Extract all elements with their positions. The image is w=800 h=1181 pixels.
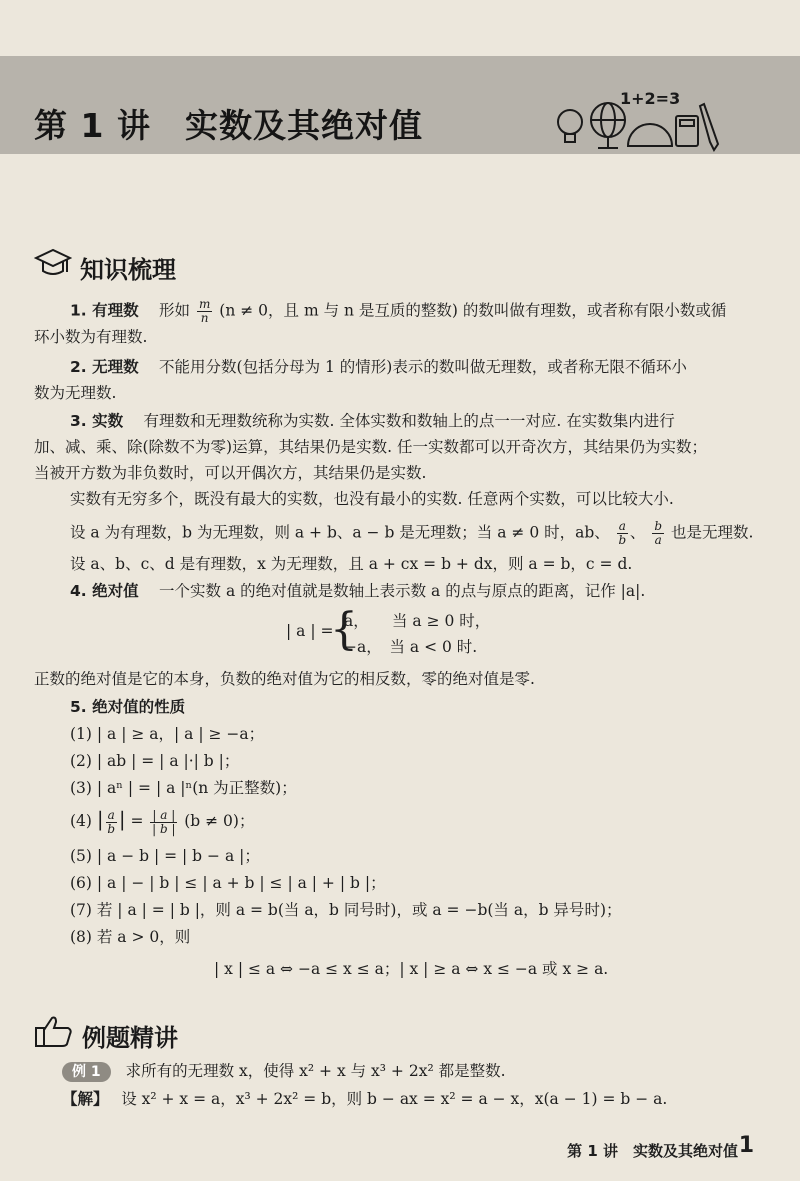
fraction-m-n: $\frac{m}{n}$ [198, 297, 211, 325]
property-4: (4) | $\frac{a}{b}$ | = $\frac{| a |}{| b |}$ (b ≠ 0)； [70, 807, 255, 836]
text: (b ≠ 0)； [184, 812, 255, 830]
label-absolute: 4. 绝对值 [70, 582, 139, 600]
text-line: 环小数为有理数. [34, 328, 148, 346]
label-real: 3. 实数 [70, 412, 124, 430]
item-irrational [70, 356, 687, 378]
fraction-a-b: $\frac{a}{b}$ [618, 519, 627, 547]
section-title-examples: 例题精讲 [82, 1024, 178, 1052]
brace: { [330, 604, 358, 655]
text-line: 当被开方数为非负数时，可以开偶次方，其结果仍是实数. [34, 464, 427, 482]
text-line: 实数有无穷多个，既没有最大的实数，也没有最小的实数. 任意两个实数，可以比较大小. [70, 490, 674, 508]
property-5: (5) | a − b | = | b − a |； [70, 847, 260, 865]
text-line: 数为无理数. [34, 384, 117, 402]
calculator-icon [676, 116, 698, 146]
text-line: 正数的绝对值是它的本身，负数的绝对值为它的相反数，零的绝对值是零. [34, 670, 535, 688]
example-badge: 例 1 [62, 1062, 111, 1082]
text: 求所有的无理数 x，使得 x² + x 与 x³ + 2x² 都是整数. [125, 1062, 506, 1080]
property-7: (7) 若 | a | = | b |，则 a = b(当 a，b 同号时)，或 a = −b(当 a，b 异号时)； [70, 901, 622, 919]
abs-case-1: a， 当 a ≥ 0 时， [344, 612, 491, 630]
chapter-title: 第 1 讲 实数及其绝对值 [34, 106, 423, 145]
property-8-formula: | x | ≤ a ⇔ −a ≤ x ≤ a；| x | ≥ a ⇔ x ≤ −a 或 x ≥ a. [214, 960, 609, 978]
fraction-abs-a-over-abs-b: $\frac{| a |}{| b |}$ [152, 807, 176, 836]
stationery-illustration [548, 84, 728, 154]
equation-text: 1+2=3 [620, 89, 681, 108]
item-real [70, 410, 675, 432]
property-1: (1) | a | ≥ a，| a | ≥ −a； [70, 725, 265, 743]
thumbs-up-icon [34, 1014, 74, 1048]
text: 不能用分数(包括分母为 1 的情形)表示的数叫做无理数，或者称无限不循环小 [159, 358, 687, 376]
fraction-b-a: $\frac{b}{a}$ [654, 519, 662, 547]
property-8: (8) 若 a > 0，则 [70, 928, 191, 946]
text: 形如 [159, 301, 191, 320]
label-irrational: 2. 无理数 [70, 358, 139, 376]
text-line: 设 a、b、c、d 是有理数，x 为无理数，且 a + cx = b + dx，则 a = b，c = d. [70, 555, 633, 573]
property-2: (2) | ab | = | a |·| b |； [70, 752, 240, 770]
page-number: 1 [738, 1133, 754, 1158]
footer-chapter: 第 1 讲 实数及其绝对值 [567, 1142, 738, 1160]
example-1-solution [62, 1088, 667, 1110]
text: 有理数和无理数统称为实数. 全体实数和数轴上的点一一对应. 在实数集内进行 [143, 412, 675, 430]
section-title-knowledge: 知识梳理 [80, 256, 176, 284]
text: (4) [70, 812, 92, 830]
graduation-cap-icon [34, 248, 72, 278]
text: 也是无理数. [670, 523, 754, 542]
solution-label: 【解】 [62, 1090, 101, 1108]
label-abs-properties: 5. 绝对值的性质 [70, 698, 186, 716]
text-line-with-fractions: 设 a 为有理数，b 为无理数，则 a + b、a − b 是无理数；当 a ≠ 0 时，ab、 $\frac{a}{b}$ 、 $\frac{b}{a}$ 也是无理数. [70, 519, 754, 547]
fraction-a-over-b: $\frac{a}{b}$ [107, 807, 116, 836]
item-rational [70, 298, 726, 325]
item-absolute [70, 580, 645, 602]
text-line: 加、减、乘、除(除数不为零)运算，其结果仍是实数. 任一实数都可以开奇次方，其结果仍为实数； [34, 438, 707, 456]
lightbulb-icon [558, 110, 582, 142]
property-3: (3) | aⁿ | = | a |ⁿ(n 为正整数)； [70, 779, 297, 797]
pencil-icon [700, 104, 718, 150]
abs-case-2: −a， 当 a < 0 时. [344, 638, 478, 656]
abs-lhs: | a | = [286, 622, 334, 640]
text: 设 a 为有理数，b 为无理数，则 a + b、a − b 是无理数；当 a ≠ 0 时，ab、 [70, 523, 610, 542]
protractor-icon [628, 124, 672, 146]
globe-icon [591, 103, 625, 148]
text: 一个实数 a 的绝对值就是数轴上表示数 a 的点与原点的距离，记作 |a|. [159, 582, 646, 600]
example-1-question [62, 1060, 506, 1082]
label-rational: 1. 有理数 [70, 301, 139, 320]
text: 设 x² + x = a，x³ + 2x² = b，则 b − ax = x² = a − x，x(a − 1) = b − a. [121, 1090, 668, 1108]
text: (n ≠ 0，且 m 与 n 是互质的整数) 的数叫做有理数，或者称有限小数或循 [219, 301, 727, 320]
property-6: (6) | a | − | b | ≤ | a + b | ≤ | a | + | b |； [70, 874, 386, 892]
